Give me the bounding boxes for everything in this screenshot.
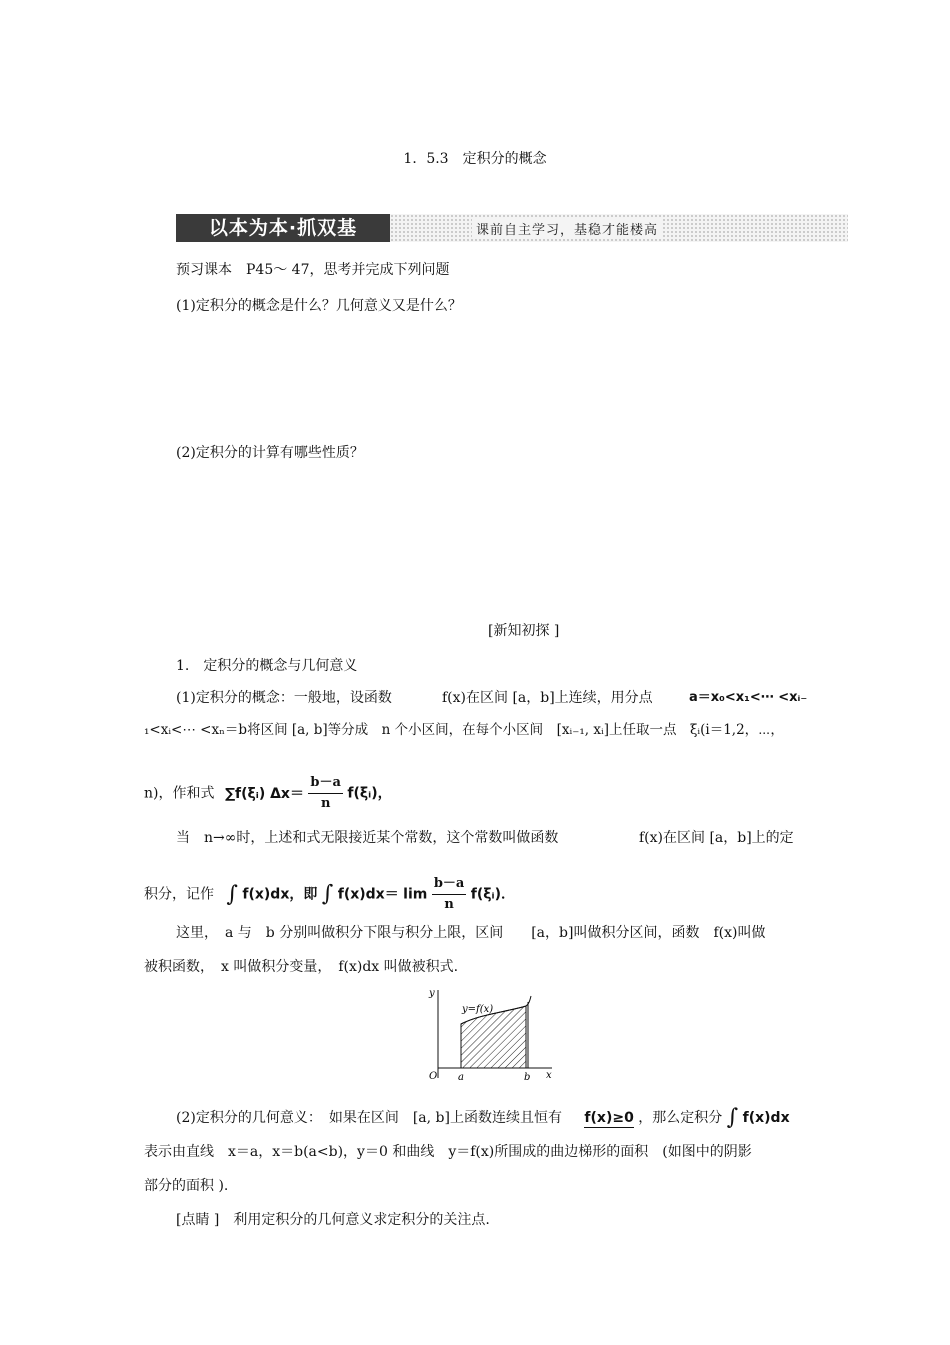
geo-line-1-text: (2)定积分的几何意义： 如果在区间 [a, b]上函数连续且恒有	[176, 1110, 562, 1126]
riemann-sum-tail: f(ξᵢ)，	[347, 785, 392, 802]
def-line-3	[144, 773, 392, 814]
riemann-sum: ∑f(ξᵢ) Δx＝	[224, 785, 304, 802]
dianjing-note: [点睛 ] 利用定积分的几何意义求定积分的关注点.	[176, 1212, 490, 1228]
def-line-4a: 当 n→∞时，上述和式无限接近某个常数，这个常数叫做函数	[176, 830, 559, 846]
banner-label: 以本为本·抓双基	[176, 214, 390, 242]
fraction-numerator: b－a	[432, 874, 467, 895]
b-label: b	[524, 1072, 531, 1083]
integral-notation: f(x)dx，即	[242, 886, 318, 903]
integral-sign-icon: ∫	[321, 881, 334, 907]
def-line-1c: a＝x₀<x₁<⋯ <xᵢ₋	[689, 690, 808, 705]
def-line-3-text: n)，作和式	[144, 785, 215, 802]
question-2: (2)定积分的计算有哪些性质？	[176, 445, 364, 461]
integral-definition: f(x)dx＝	[337, 886, 399, 903]
fraction-denominator: n	[444, 897, 454, 912]
integral-sign-icon: ∫	[726, 1105, 739, 1130]
limit-operator: lim	[403, 886, 428, 903]
point-1-title: 1. 定积分的概念与几何意义	[176, 658, 358, 674]
integral-sign-icon: ∫	[226, 881, 238, 907]
fraction-numerator: b－a	[308, 773, 343, 794]
def-line-7: 被积函数， x 叫做积分变量， f(x)dx 叫做被积式.	[144, 959, 459, 975]
origin-label: O	[429, 1071, 438, 1082]
page-title: 1．5.3 定积分的概念	[403, 151, 547, 167]
geo-line-1-mid: ，那么定积分	[638, 1110, 723, 1126]
x-label: x	[546, 1070, 552, 1081]
nonnegative-condition: f(x)≥0	[584, 1110, 634, 1126]
def-line-5	[144, 874, 515, 915]
preview-intro: 预习课本 P45～ 47，思考并完成下列问题	[176, 262, 450, 278]
question-1: (1)定积分的概念是什么？几何意义又是什么？	[176, 298, 462, 314]
def-line-2: ₁<xᵢ<⋯ <xₙ＝b将区间 [a, b]等分成 n 个小区间，在每个小区间 [xᵢ₋₁, xᵢ]上任取一点 ξᵢ(i＝1,2，⋯，	[144, 722, 784, 738]
def-line-1b: f(x)在区间 [a，b]上连续，用分点	[442, 690, 653, 706]
fraction-denominator: n	[320, 796, 331, 811]
def-line-6: 这里， a 与 b 分别叫做积分下限与积分上限，区间 [a，b]叫做积分区间，函数 f(x)叫做	[176, 925, 766, 941]
integral-area-figure	[426, 984, 556, 1084]
geo-integral: f(x)dx	[742, 1110, 790, 1126]
def-line-5-text: 积分，记作	[144, 886, 214, 903]
curve-label: y=f(x)	[462, 1004, 494, 1015]
geo-line-1	[176, 1105, 790, 1130]
section-banner	[176, 214, 848, 242]
limit-fraction	[432, 874, 467, 915]
limit-tail: f(ξᵢ)．	[470, 886, 516, 903]
riemann-fraction	[308, 773, 343, 814]
def-line-4b: f(x)在区间 [a，b]上的定	[639, 830, 794, 846]
geo-line-3: 部分的面积 ).	[144, 1178, 229, 1194]
y-label: y	[429, 988, 435, 999]
banner-subtitle: 课前自主学习，基稳才能楼高	[472, 219, 662, 238]
section-header: [新知初探 ]	[488, 623, 560, 639]
banner-pattern	[390, 214, 848, 242]
a-label: a	[458, 1072, 464, 1083]
geo-line-2: 表示由直线 x＝a，x＝b(a<b)，y＝0 和曲线 y＝f(x)所围成的曲边梯形的面积 (如图中的阴影	[144, 1144, 752, 1160]
def-line-1a: (1)定积分的概念：一般地，设函数	[176, 690, 392, 706]
shaded-region	[461, 1006, 526, 1068]
